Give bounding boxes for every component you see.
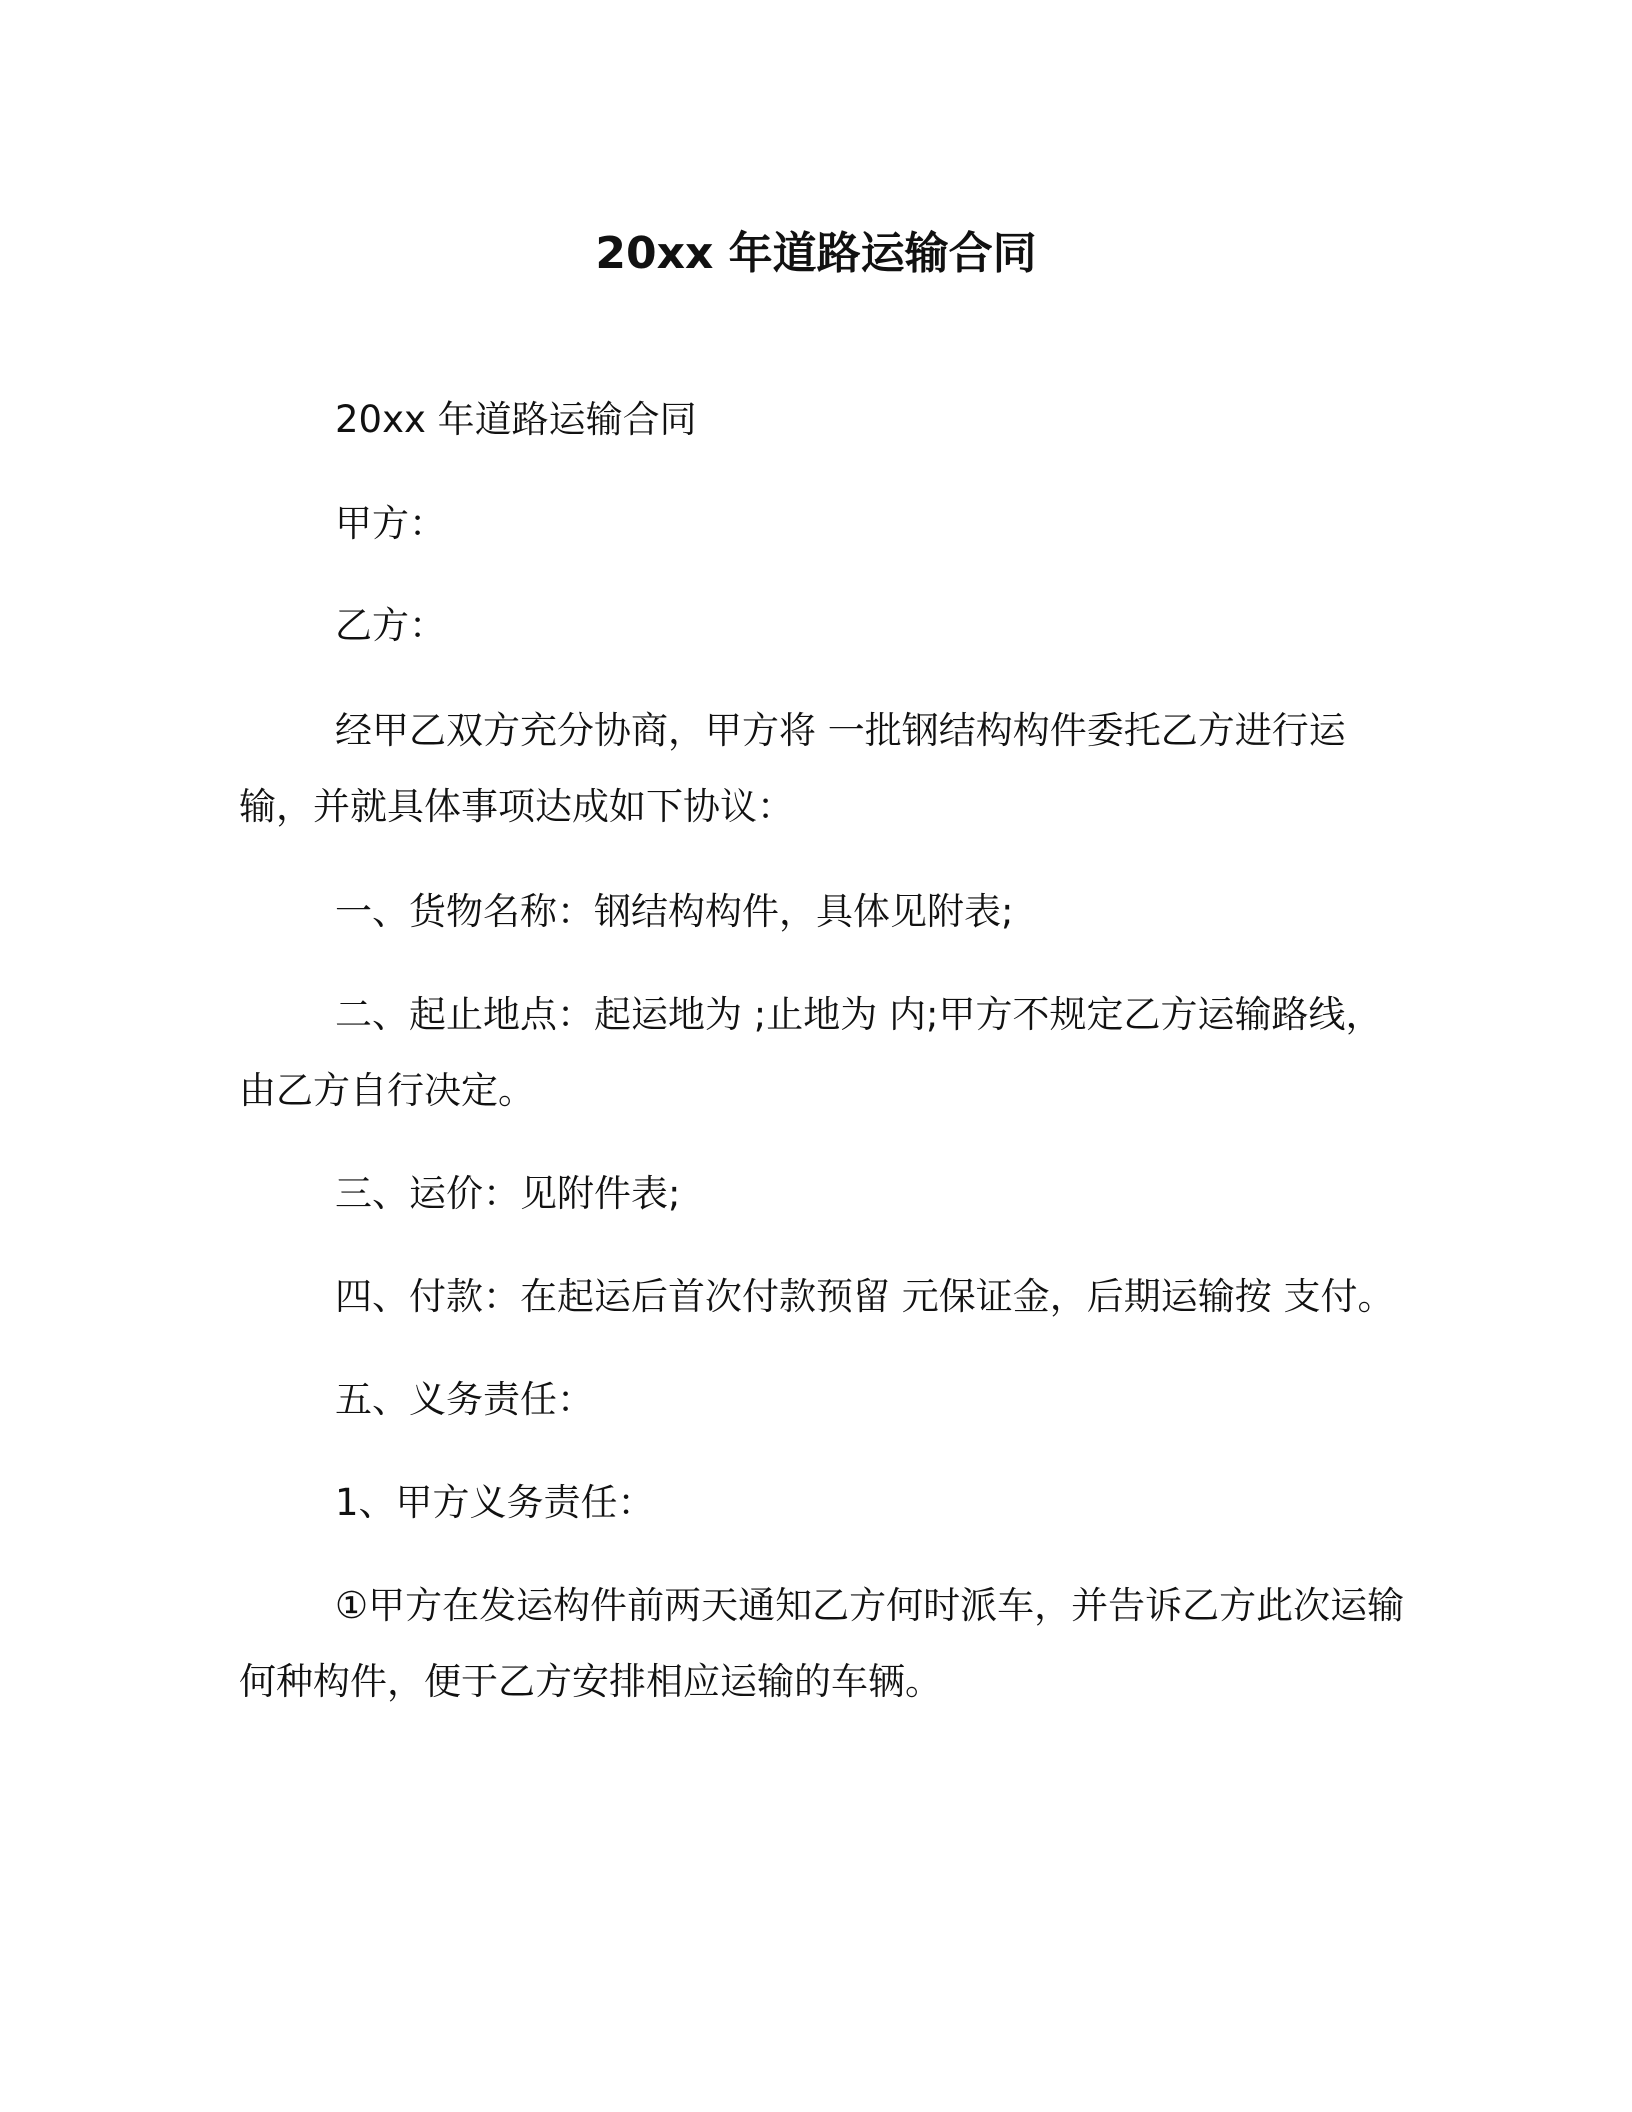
- paragraph-obligation-item-1: ①甲方在发运构件前两天通知乙方何时派车，并告诉乙方此次运输何种构件，便于乙方安排相应运输的车辆。: [239, 1584, 1405, 1703]
- document-title: 20xx 年道路运输合同: [595, 228, 1037, 279]
- paragraph-party-a-obligations: 1、甲方义务责任：: [335, 1481, 655, 1524]
- paragraph-locations: 二、起止地点：起运地为 ;止地为 内;甲方不规定乙方运输路线，由乙方自行决定。: [239, 993, 1383, 1112]
- paragraph-party-a: 甲方：: [335, 502, 446, 545]
- paragraph-subtitle: 20xx 年道路运输合同: [335, 398, 697, 441]
- paragraph-payment: 四、付款：在起运后首次付款预留 元保证金，后期运输按 支付。: [335, 1275, 1395, 1318]
- paragraph-party-b: 乙方：: [335, 604, 446, 647]
- paragraph-price: 三、运价：见附件表;: [335, 1172, 681, 1215]
- paragraph-goods-name: 一、货物名称：钢结构构件，具体见附表;: [335, 890, 1014, 933]
- paragraph-intro: 经甲乙双方充分协商，甲方将 一批钢结构构件委托乙方进行运输，并就具体事项达成如下协议：: [239, 709, 1346, 828]
- paragraph-obligations: 五、义务责任：: [335, 1378, 594, 1421]
